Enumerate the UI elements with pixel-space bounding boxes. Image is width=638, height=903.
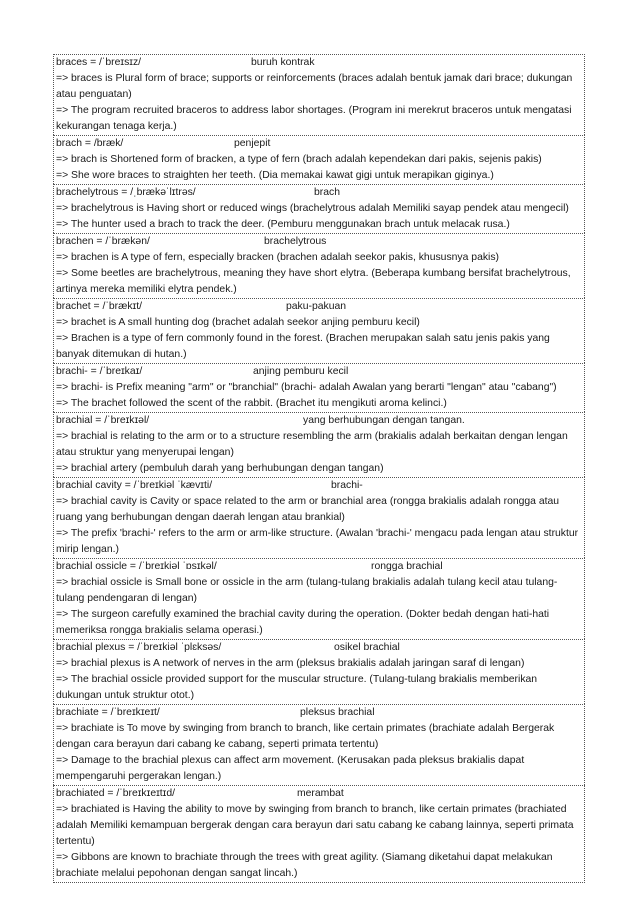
dictionary-entry <box>53 54 585 135</box>
dictionary-entry <box>53 704 585 785</box>
dictionary-entry <box>53 233 585 298</box>
headword-pronunciation: braces = /ˈbreɪsɪz/ <box>56 57 142 68</box>
example-line: => Gibbons are known to brachiate through the trees with great agility. (Siamang diketahui dapat melakukan brachiate melalui pepohonan dengan sangat lincah.) <box>56 852 553 879</box>
definition-line: => brachelytrous is Having short or reduced wings (brachelytrous adalah Memiliki sayap pendek atau mengecil) <box>56 203 569 214</box>
definition-line: => brachiated is Having the ability to move by swinging from branch to branch, like certain primates (brachiated adalah Memiliki kemampuan bergerak dengan cara berayun dari satu cabang ke cabang lainnya, seperti primata tertentu) <box>56 804 574 847</box>
indonesian-gloss: osikel brachial <box>334 642 400 653</box>
indonesian-gloss: anjing pemburu kecil <box>253 366 349 377</box>
entry-headline <box>56 413 582 429</box>
definition-line: => brachet is A small hunting dog (brachet adalah seekor anjing pemburu kecil) <box>56 317 420 328</box>
definition-line: => brachial plexus is A network of nerves in the arm (pleksus brakialis adalah jaringan saraf di lengan) <box>56 658 525 669</box>
indonesian-gloss: brachi- <box>331 480 363 491</box>
headword-pronunciation: brach = /bræk/ <box>56 138 124 149</box>
dictionary-entry <box>53 412 585 477</box>
example-line: => The brachet followed the scent of the rabbit. (Brachet itu mengikuti aroma kelinci.) <box>56 398 447 409</box>
headword-pronunciation: brachen = /ˈbrækən/ <box>56 236 150 247</box>
headword-pronunciation: brachiate = /ˈbreɪkɪeɪt/ <box>56 707 160 718</box>
headword-pronunciation: brachial = /ˈbreɪkɪəl/ <box>56 415 150 426</box>
indonesian-gloss: penjepit <box>234 138 271 149</box>
definition-line: => brachen is A type of fern, especially bracken (brachen adalah seekor pakis, khususnya pakis) <box>56 252 500 263</box>
example-line: => Brachen is a type of fern commonly found in the forest. (Brachen merupakan salah satu jenis pakis yang banyak ditemukan di hutan.) <box>56 333 550 360</box>
example-line: => She wore braces to straighten her teeth. (Dia memakai kawat gigi untuk merapikan giginya.) <box>56 170 494 181</box>
example-line: => The surgeon carefully examined the brachial cavity during the operation. (Dokter bedah dengan hati-hati memeriksa rongga brakialis selama operasi.) <box>56 609 550 636</box>
headword-pronunciation: brachet = /ˈbrækɪt/ <box>56 301 142 312</box>
definition-line: => brachial ossicle is Small bone or ossicle in the arm (tulang-tulang brakialis adalah tulang kecil atau tulang-tulang pendengaran di lengan) <box>56 577 558 604</box>
headword-pronunciation: brachi- = /ˈbreɪkaɪ/ <box>56 366 143 377</box>
entry-headline <box>56 364 582 380</box>
definition-line: => brachial is relating to the arm or to a structure resembling the arm (brakialis adalah berkaitan dengan lengan atau struktur yang menyerupai lengan) <box>56 431 568 458</box>
entry-headline <box>56 299 582 315</box>
example-line: => brachial artery (pembuluh darah yang berhubungan dengan tangan) <box>56 463 384 474</box>
example-line: => The hunter used a brach to track the deer. (Pemburu menggunakan brach untuk melacak rusa.) <box>56 219 510 230</box>
headword-pronunciation: brachelytrous = /ˌbrækəˈlɪtrəs/ <box>56 187 196 198</box>
indonesian-gloss: brach <box>314 187 340 198</box>
indonesian-gloss: paku-pakuan <box>286 301 347 312</box>
definition-line: => brach is Shortened form of bracken, a type of fern (brach adalah kependekan dari pakis, sejenis pakis) <box>56 154 542 165</box>
definition-line: => brachial cavity is Cavity or space related to the arm or branchial area (rongga brakialis adalah rongga atau ruang yang berhubungan dengan daerah lengan atau brankial) <box>56 496 560 523</box>
dictionary-entry <box>53 558 585 639</box>
definition-line: => braces is Plural form of brace; supports or reinforcements (braces adalah bentuk jamak dari brace; dukungan atau penguatan) <box>56 73 573 100</box>
headword-pronunciation: brachial cavity = /ˈbreɪkiəl ˈkævɪti/ <box>56 480 213 491</box>
headword-pronunciation: brachial plexus = /ˈbreɪkiəl ˈplɛksəs/ <box>56 642 222 653</box>
entry-headline <box>56 185 582 201</box>
definition-line: => brachi- is Prefix meaning "arm" or "branchial" (brachi- adalah Awalan yang berarti "lengan" atau "cabang") <box>56 382 557 393</box>
example-line: => The brachial ossicle provided support for the muscular structure. (Tulang-tulang brakialis memberikan dukungan untuk struktur otot.) <box>56 674 538 701</box>
entry-headline <box>56 55 582 71</box>
dictionary-entry <box>53 785 585 883</box>
entry-headline <box>56 136 582 152</box>
entry-headline <box>56 786 582 802</box>
dictionary-entry <box>53 639 585 704</box>
indonesian-gloss: merambat <box>297 788 344 799</box>
example-line: => Damage to the brachial plexus can affect arm movement. (Kerusakan pada pleksus brakialis dapat mempengaruhi pergerakan lengan.) <box>56 755 525 782</box>
entry-headline <box>56 705 582 721</box>
indonesian-gloss: brachelytrous <box>264 236 327 247</box>
headword-pronunciation: brachial ossicle = /ˈbreɪkiəl ˈɒsɪkəl/ <box>56 561 217 572</box>
indonesian-gloss: yang berhubungan dengan tangan. <box>303 415 465 426</box>
entry-headline <box>56 559 582 575</box>
indonesian-gloss: rongga brachial <box>371 561 443 572</box>
dictionary-entry <box>53 298 585 363</box>
dictionary-entry <box>53 184 585 233</box>
dictionary-entry <box>53 135 585 184</box>
dictionary-page <box>53 54 585 883</box>
headword-pronunciation: brachiated = /ˈbreɪkɪeɪtɪd/ <box>56 788 176 799</box>
example-line: => Some beetles are brachelytrous, meaning they have short elytra. (Beberapa kumbang bersifat brachelytrous, artinya mereka memiliki elytra pendek.) <box>56 268 571 295</box>
entry-headline <box>56 234 582 250</box>
entry-headline <box>56 478 582 494</box>
indonesian-gloss: pleksus brachial <box>300 707 375 718</box>
entry-headline <box>56 640 582 656</box>
indonesian-gloss: buruh kontrak <box>251 57 315 68</box>
example-line: => The program recruited braceros to address labor shortages. (Program ini merekrut braceros untuk mengatasi kekurangan tenaga kerja.) <box>56 105 572 132</box>
example-line: => The prefix 'brachi-' refers to the arm or arm-like structure. (Awalan 'brachi-' mengacu pada lengan atau struktur mirip lengan.) <box>56 528 579 555</box>
dictionary-entry <box>53 363 585 412</box>
dictionary-entry <box>53 477 585 558</box>
definition-line: => brachiate is To move by swinging from branch to branch, like certain primates (brachiate adalah Bergerak dengan cara berayun dari cabang ke cabang, seperti primata tertentu) <box>56 723 555 750</box>
